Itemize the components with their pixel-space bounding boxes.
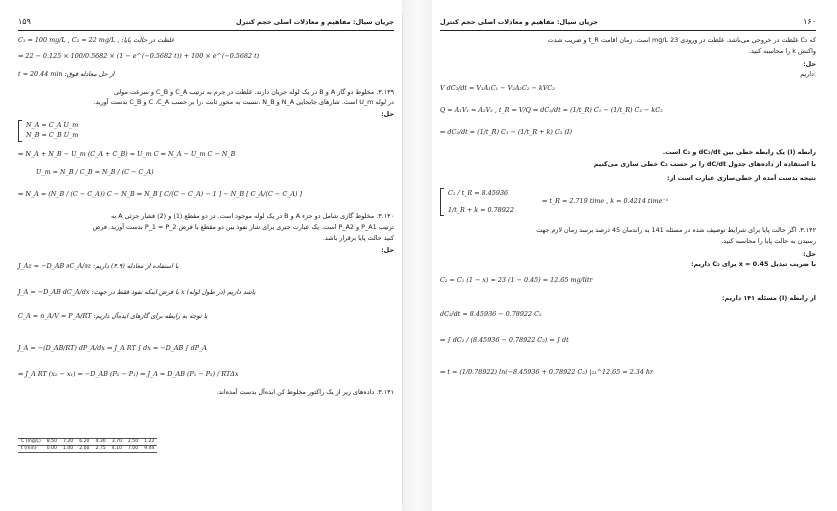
table-cell: 2.00 bbox=[76, 446, 92, 453]
problem-140-text: ۳.۱۴۰. مخلوط گازی شامل دو جزء A و B در یک لوله موجود است. در دو مقطع (1) و (2) فشار جزئی A به bbox=[111, 212, 394, 220]
equation-line: 1/t_R + k = 0.78922 bbox=[448, 206, 514, 214]
equation-line: ⇒ t_R = 2.719 time , k = 0.4214 time⁻¹ bbox=[542, 197, 669, 205]
equation-line: ⇒ 22 − 0.125 × 100/0.5682 × (1 − e^(−0.5682 t)) + 100 × e^(−0.5682 t) bbox=[18, 52, 260, 60]
equation-line: J_Az = −D_AB ∂C_A/∂z :با استفاده از معادله (۴.۹) داریم bbox=[18, 262, 179, 270]
equation-line: J_A = −D_AB dC_A/dx :با فرض اینکه نفوذ فقط در جهت x (در طول لوله) باشد داریم bbox=[18, 288, 256, 296]
right-page bbox=[432, 14, 824, 504]
text-line: :داریم bbox=[800, 70, 816, 78]
right-page-number: ۱۶۰ bbox=[803, 17, 816, 26]
problem-142-text: رسیدن به حالت پایا را محاسبه کنید. bbox=[721, 237, 816, 245]
equation-line: J_A = −(D_AB/RT) dP_A/dx ⇒ J_A RT ∫ dx = −D_AB ∫ dP_A bbox=[18, 344, 207, 352]
solution-label: حل: bbox=[381, 246, 394, 254]
equation-line: ⇒ ∫ dC₂ / (8.45936 − 0.78922 C₂) = ∫ dt bbox=[440, 336, 569, 344]
problem-139-text: ۳.۱۳۹. مخلوط دو گاز A و B در یک لوله جریان دارند. غلظت در جرم به ترتیب C_A و C_B و سرعت مولی bbox=[113, 88, 394, 96]
table-cell: 2.75 bbox=[92, 446, 108, 453]
table-cell: 8.50 bbox=[44, 439, 60, 446]
equation-line: ⇒ N_A = (N_B / (C − C_A)) C − N_B ⇒ N_B [ C/(C − C_A) − 1 ] − N_B [ C_A/(C − C_A) ] bbox=[18, 190, 303, 198]
table-row bbox=[18, 446, 157, 453]
table-cell: 7.20 bbox=[60, 439, 76, 446]
table-cell: 9.44 bbox=[141, 446, 157, 453]
right-page-header bbox=[440, 14, 816, 31]
equation-line: C₂ = C₁ (1 − x) = 23 (1 − 0.45) = 12.65 mg/litr bbox=[440, 276, 593, 284]
table-cell: t (min) bbox=[18, 446, 44, 453]
equation-line: N_B = C_B U_m bbox=[26, 131, 79, 139]
equation-line: Q = A₁V₁ = A₂V₂ , t_R = V/Q ⇒ dC₂/dt = (1/t_R) C₁ − (1/t_R) C₂ − kC₂ bbox=[440, 106, 663, 114]
data-table bbox=[18, 438, 157, 453]
table-row bbox=[18, 439, 157, 446]
text-line: نتیجه بدست آمده از خطی‌سازی عبارت است از: bbox=[667, 174, 816, 182]
table-cell: 1.00 bbox=[60, 446, 76, 453]
right-header-title: جریان سیال: مفاهیم و معادلات اصلی حجم کنترل bbox=[440, 18, 598, 26]
problem-139-text: در لوله U_m است. شارهای جابجایی N_A و N_B ،نسبت به محور ثابت ،را بر حسب C ،C_A و C_B بدست آورید. bbox=[93, 98, 394, 106]
equation-line: U_m = N_B / C_B = N_B / (C − C_A) bbox=[36, 168, 154, 176]
text-line: t = 20.44 min :از حل معادله فوق bbox=[18, 70, 115, 78]
equation-brace bbox=[440, 188, 444, 216]
equation-brace bbox=[18, 120, 22, 142]
equation-line: C_A = n_A/V = P_A/RT :با توجه به رابطه برای گازهای ایده‌آل داریم bbox=[18, 312, 208, 320]
solution-label: حل: bbox=[803, 60, 816, 68]
solution-label: حل: bbox=[803, 250, 816, 258]
equation-line: ⇒ dC₂/dt = (1/t_R) C₁ − (1/t_R + k) C₂ (I) bbox=[440, 128, 572, 136]
solution-label: حل: bbox=[381, 110, 394, 118]
table-cell: 6.20 bbox=[76, 439, 92, 446]
table-cell: 4.30 bbox=[92, 439, 108, 446]
text-line: C₁ = 100 mg/L , C₂ = 22 mg/L , :غلظت در حالت پایا bbox=[18, 36, 175, 44]
equation-line: dC₂/dt = 8.45936 − 0.78922 C₂ bbox=[440, 310, 542, 318]
problem-141-text: ۳.۱۴۱. داده‌های زیر از یک راکتور مخلوط کن ایده‌آل بدست آمده‌اند. bbox=[216, 388, 394, 396]
equation-line: ⇒ J_A RT (x₂ − x₁) = −D_AB (P₂ − P₁) ⇒ J_A = D_AB (P₁ − P₂) / RTΔx bbox=[18, 370, 239, 378]
equation-line: ⇒ t = (1/0.78922) ln(−8.45936 + 0.78922 C₂) |₂₃^12.65 = 2.34 hr bbox=[440, 368, 654, 376]
problem-140-text: ترتیب P_A1 و P_A2 است. یک عبارت جبری برای شار نفوذ بین دو مقطع با فرض P_1 = P_2 بدست آورید. فرض bbox=[92, 223, 394, 231]
left-header-title: جریان سیال: مفاهیم و معادلات اصلی حجم کنترل bbox=[236, 18, 394, 26]
text-line: از رابطه (I) مسئله ۱۴۱ داریم: bbox=[722, 294, 816, 302]
text-line: که C₂ غلظت در خروجی می‌باشد. غلظت در ورودی 23 mg/L است. زمان اقامت t_R و ضریب شدت bbox=[547, 36, 816, 44]
left-page-number: ۱۵۹ bbox=[18, 17, 31, 26]
equation-line: N_A = C_A U_m bbox=[26, 121, 79, 129]
equation-line: C₁ / t_R = 8.45936 bbox=[448, 189, 509, 197]
text-line: واکنش k را محاسبه کنید. bbox=[748, 47, 816, 55]
table-cell: C (mg/L) bbox=[18, 439, 44, 446]
book-gutter bbox=[402, 0, 432, 511]
left-page bbox=[10, 14, 403, 504]
table-cell: 7.00 bbox=[125, 446, 141, 453]
equation-line: ⇒ N_A + N_B − U_m (C_A + C_B) = U_m C ⇒ N_A − U_m C − N_B bbox=[18, 150, 236, 158]
text-line: با ضریب تبدیل x = 0.45 برای C₂ داریم: bbox=[690, 260, 816, 268]
text-line: با استفاده از داده‌های جدول dC/dt را بر حسب C₂ خطی سازی می‌کنیم bbox=[593, 160, 816, 168]
table-cell: 2.50 bbox=[125, 439, 141, 446]
equation-line: V dC₂/dt = V₁A₁C₁ − V₂A₂C₂ − kVC₂ bbox=[440, 84, 555, 92]
problem-140-text: کنید حالت پایا برقرار باشد. bbox=[322, 234, 394, 242]
table-cell: 4.10 bbox=[109, 446, 125, 453]
left-page-header bbox=[18, 14, 394, 31]
table-cell: 3.70 bbox=[109, 439, 125, 446]
text-line: رابطه (I) یک رابطه خطی بین dC₂/dt و C₂ است. bbox=[662, 148, 816, 156]
table-cell: 0.00 bbox=[44, 446, 60, 453]
table-cell: 1.22 bbox=[141, 439, 157, 446]
problem-142-text: ۳.۱۴۲. اگر حالت پایا برای شرایط توصیف شده در مسئله 141 به راندمان 45 درصد برسد زمان لازم جهت bbox=[536, 226, 816, 234]
